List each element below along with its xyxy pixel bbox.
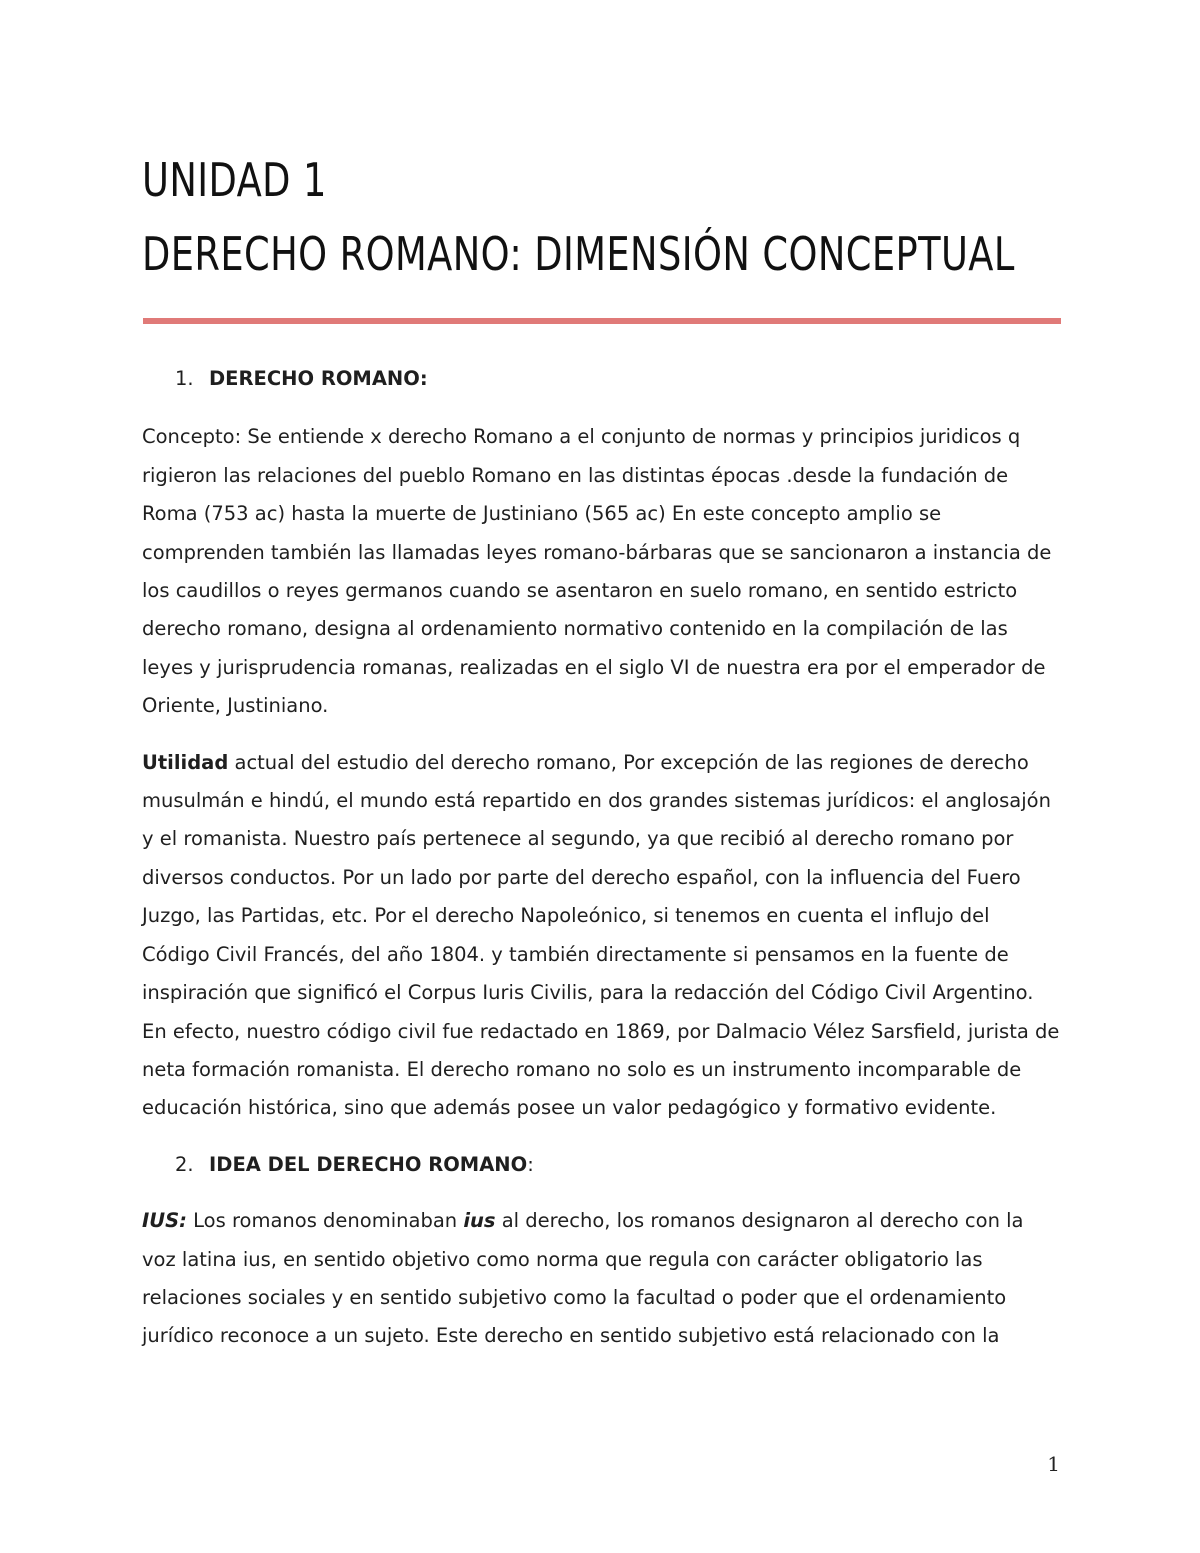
concepto-paragraph: Concepto: Se entiende x derecho Romano a el conjunto de normas y principios juridicos q rigieron las relaciones del pueblo Romano en las distintas épocas .desde la fundación de Roma (753 ac) hasta la muerte de Justiniano (565 ac) En este concepto amplio se comprenden también las llamadas leyes romano-bárbaras que se sancionaron a instancia de los caudillos o reyes germanos cuando se asentaron en suelo romano, en sentido estricto derecho romano, designa al ordenamiento normativo contenido en la compilación de las leyes y jurisprudencia romanas, realizadas en el siglo VI de nuestra era por el emperador de Oriente, Justiniano. <box>142 425 1052 718</box>
ius-word: ius <box>463 1209 496 1233</box>
document-body <box>142 360 1062 1356</box>
title-divider <box>143 318 1061 324</box>
unit-title: UNIDAD 1 <box>142 153 327 207</box>
section-title-suffix: : <box>527 1152 534 1176</box>
ius-text-a: Los romanos denominaban <box>186 1209 464 1233</box>
section-title: IDEA DEL DERECHO ROMANO <box>209 1152 528 1176</box>
page-number: 1 <box>1047 1452 1060 1476</box>
section-heading-2 <box>142 1146 1062 1184</box>
utilidad-text: actual del estudio del derecho romano, Por excepción de las regiones de derecho musulmán e hindú, el mundo está repartido en dos grandes sistemas jurídicos: el anglosajón y el romanista. Nuestro país pertenece al segundo, ya que recibió al derecho romano por diversos conductos. Por un lado por parte del derecho español, con la influencia del Fuero Juzgo, las Partidas, etc. Por el derecho Napoleónico, si tenemos en cuenta el influjo del Código Civil Francés, del año 1804. y también directamente si pensamos en la fuente de inspiración que significó el Corpus Iuris Civilis, para la redacción del Código Civil Argentino. En efecto, nuestro código civil fue redactado en 1869, por Dalmacio Vélez Sarsfield, jurista de neta formación romanista. El derecho romano no solo es un instrumento incomparable de educación histórica, sino que además posee un valor pedagógico y formativo evidente. <box>142 750 1060 1120</box>
document-title <box>142 150 1062 284</box>
ius-label: IUS: <box>142 1209 187 1233</box>
ius-paragraph <box>142 1202 1062 1356</box>
unit-subtitle: DERECHO ROMANO: DIMENSIÓN CONCEPTUAL <box>142 227 1015 281</box>
utilidad-label: Utilidad <box>142 750 229 774</box>
section-heading-1 <box>142 360 1062 398</box>
ius-text-b: al derecho, los romanos designaron al derecho con la voz latina ius, en sentido objetivo como norma que regula con carácter obligatorio las relaciones sociales y en sentido subjetivo como la facultad o poder que el ordenamiento jurídico reconoce a un sujeto. Este derecho en sentido subjetivo está relacionado con la <box>142 1209 1024 1348</box>
section-number: 2. <box>175 1152 194 1176</box>
utilidad-paragraph <box>142 744 1062 1128</box>
section-number: 1. <box>175 367 194 390</box>
section-title: DERECHO ROMANO: <box>209 367 428 390</box>
